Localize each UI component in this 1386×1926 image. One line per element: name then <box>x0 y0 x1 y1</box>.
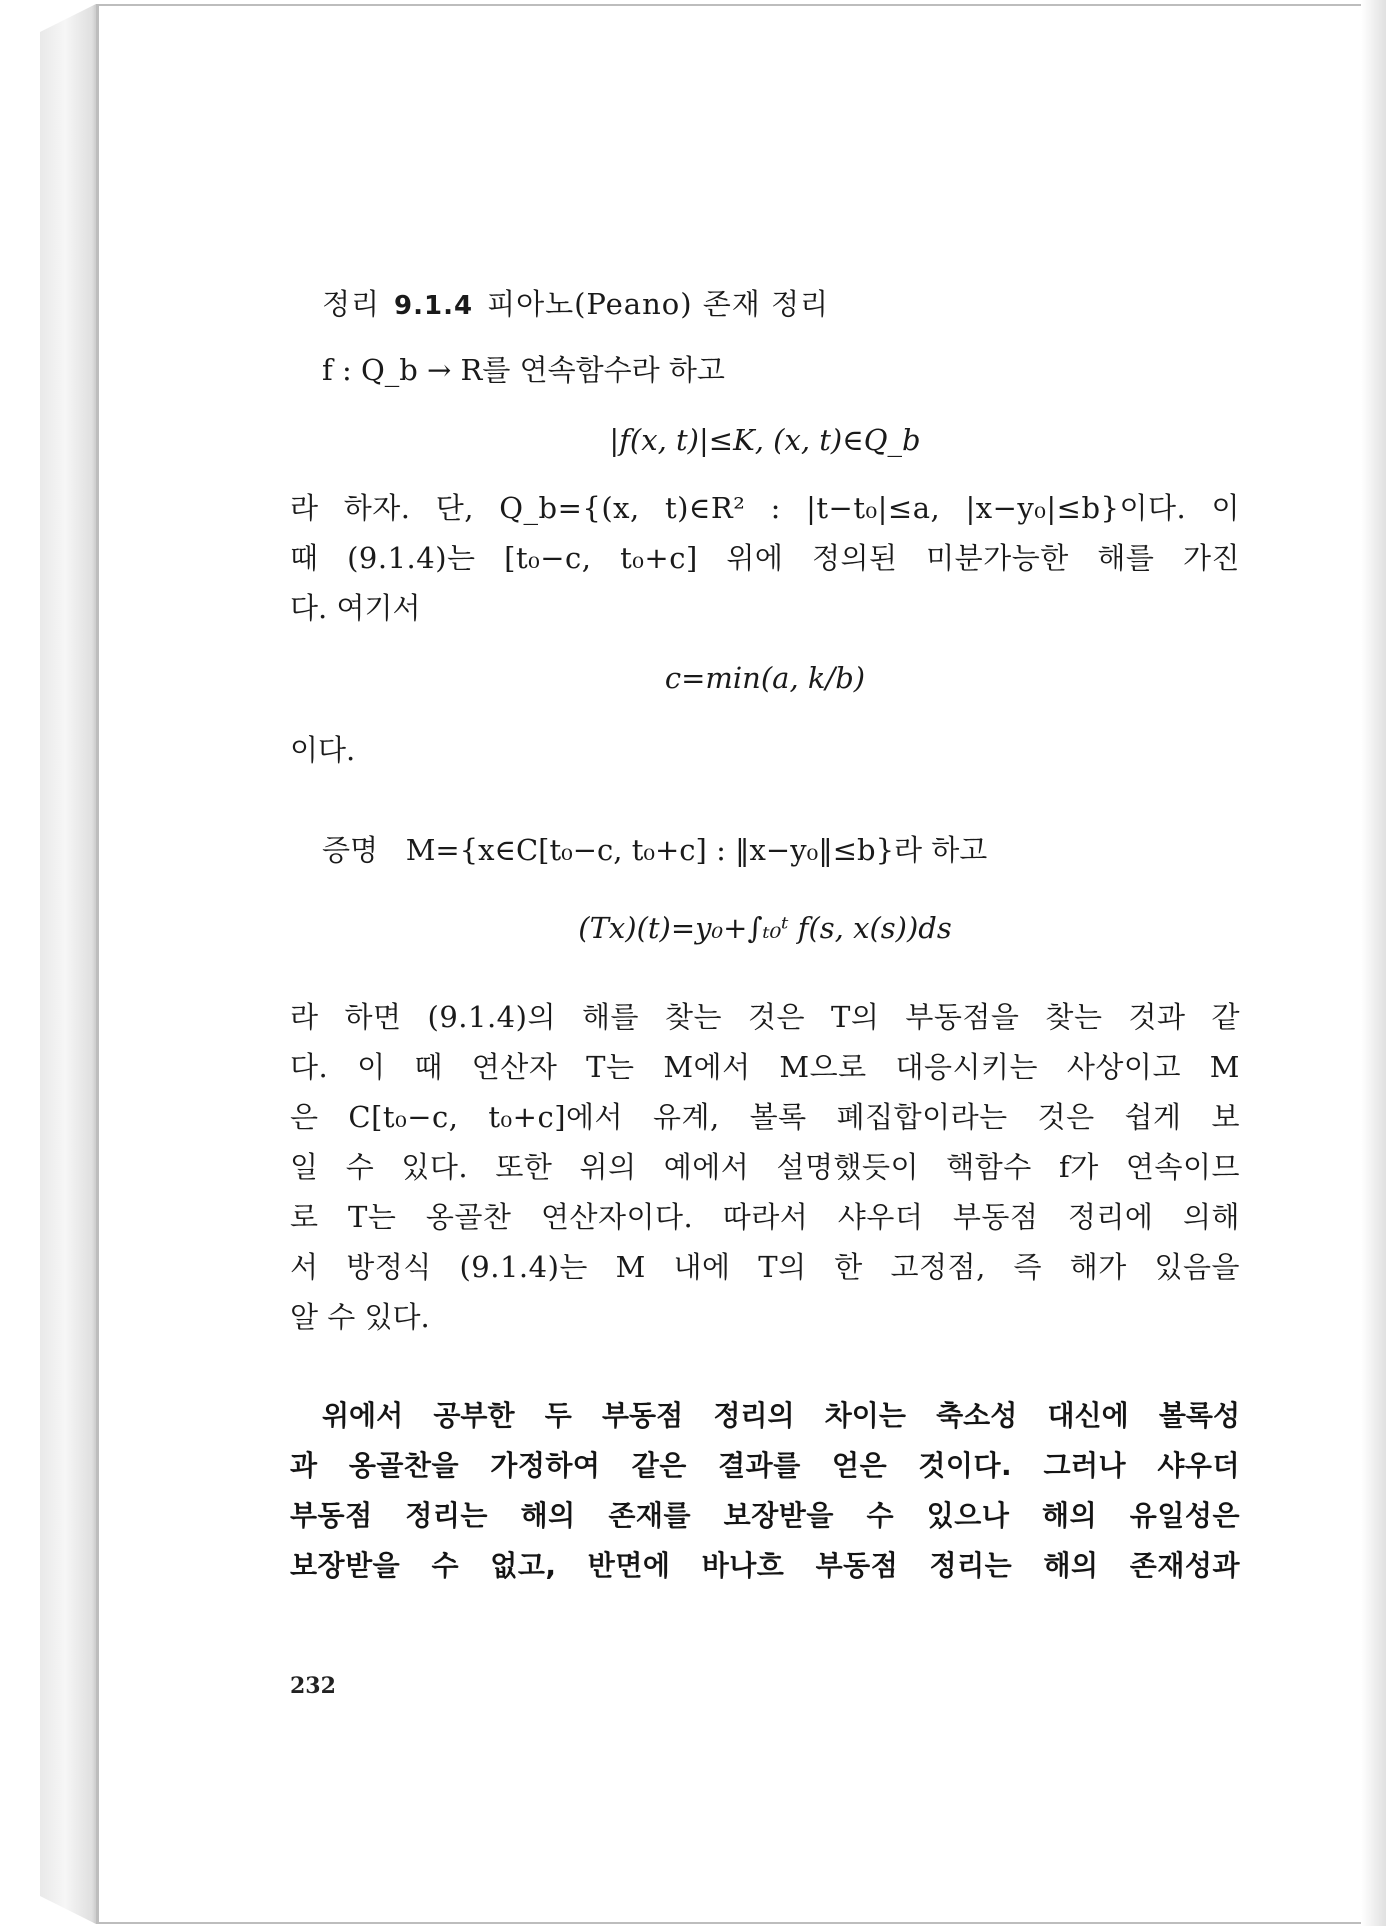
theorem-line-7: 이다. <box>290 733 356 767</box>
theorem-line-3: 라 하자. 단, Q_b={(x, t)∈R² : |t−t₀|≤a, |x−y₀|≤b}이다. 이 <box>290 491 1240 525</box>
proof-line-6: 일 수 있다. 또한 위의 예에서 설명했듯이 핵함수 f가 연속이므 <box>290 1150 1240 1184</box>
proof-set-definition: M={x∈C[t₀−c, t₀+c] : ‖x−y₀‖≤b}라 하고 <box>405 833 988 867</box>
theorem-line-5: 다. 여기서 <box>290 591 421 625</box>
theorem-label: 정리 <box>322 287 381 321</box>
theorem-heading <box>322 284 829 326</box>
book-spine <box>40 4 96 1924</box>
page-edge-shadow <box>1361 0 1386 1926</box>
theorem-c-definition: c=min(a, k/b) <box>664 661 866 695</box>
theorem-line-4: 때 (9.1.4)는 [t₀−c, t₀+c] 위에 정의된 미분가능한 해를 가진 <box>290 541 1240 575</box>
proof-line-9: 알 수 있다. <box>290 1300 430 1334</box>
closing-line-4: 보장받을 수 없고, 반면에 바나흐 부동점 정리는 해의 존재성과 <box>290 1549 1240 1582</box>
proof-line-8: 서 방정식 (9.1.4)는 M 내에 T의 한 고정점, 즉 해가 있음을 <box>290 1250 1240 1284</box>
proof-line-5: 은 C[t₀−c, t₀+c]에서 유계, 볼록 폐집합이라는 것은 쉽게 보 <box>290 1100 1240 1134</box>
proof-line-1 <box>322 830 987 870</box>
closing-line-3: 부동점 정리는 해의 존재를 보장받을 수 있으나 해의 유일성은 <box>290 1499 1240 1532</box>
theorem-bound-equation: |f(x, t)|≤K, (x, t)∈Q_b <box>609 423 921 457</box>
proof-operator-equation: (Tx)(t)=y₀+∫ₜ₀ᵗ f(s, x(s))ds <box>578 911 952 945</box>
page-number: 232 <box>290 1673 336 1699</box>
proof-line-7: 로 T는 옹골찬 연산자이다. 따라서 샤우더 부동점 정리에 의해 <box>290 1200 1240 1234</box>
theorem-line-1: f : Q_b → R를 연속함수라 하고 <box>322 353 725 387</box>
closing-line-1: 위에서 공부한 두 부동점 정리의 차이는 축소성 대신에 볼록성 <box>322 1399 1240 1432</box>
proof-label: 증명 <box>322 833 379 867</box>
proof-line-4: 다. 이 때 연산자 T는 M에서 M으로 대응시키는 사상이고 M <box>290 1050 1240 1084</box>
theorem-title: 피아노(Peano) 존재 정리 <box>487 287 830 321</box>
proof-line-3: 라 하면 (9.1.4)의 해를 찾는 것은 T의 부동점을 찾는 것과 같 <box>290 1000 1240 1034</box>
theorem-number: 9.1.4 <box>394 291 474 321</box>
closing-line-2: 과 옹골찬을 가정하여 같은 결과를 얻은 것이다. 그러나 샤우더 <box>290 1449 1240 1482</box>
